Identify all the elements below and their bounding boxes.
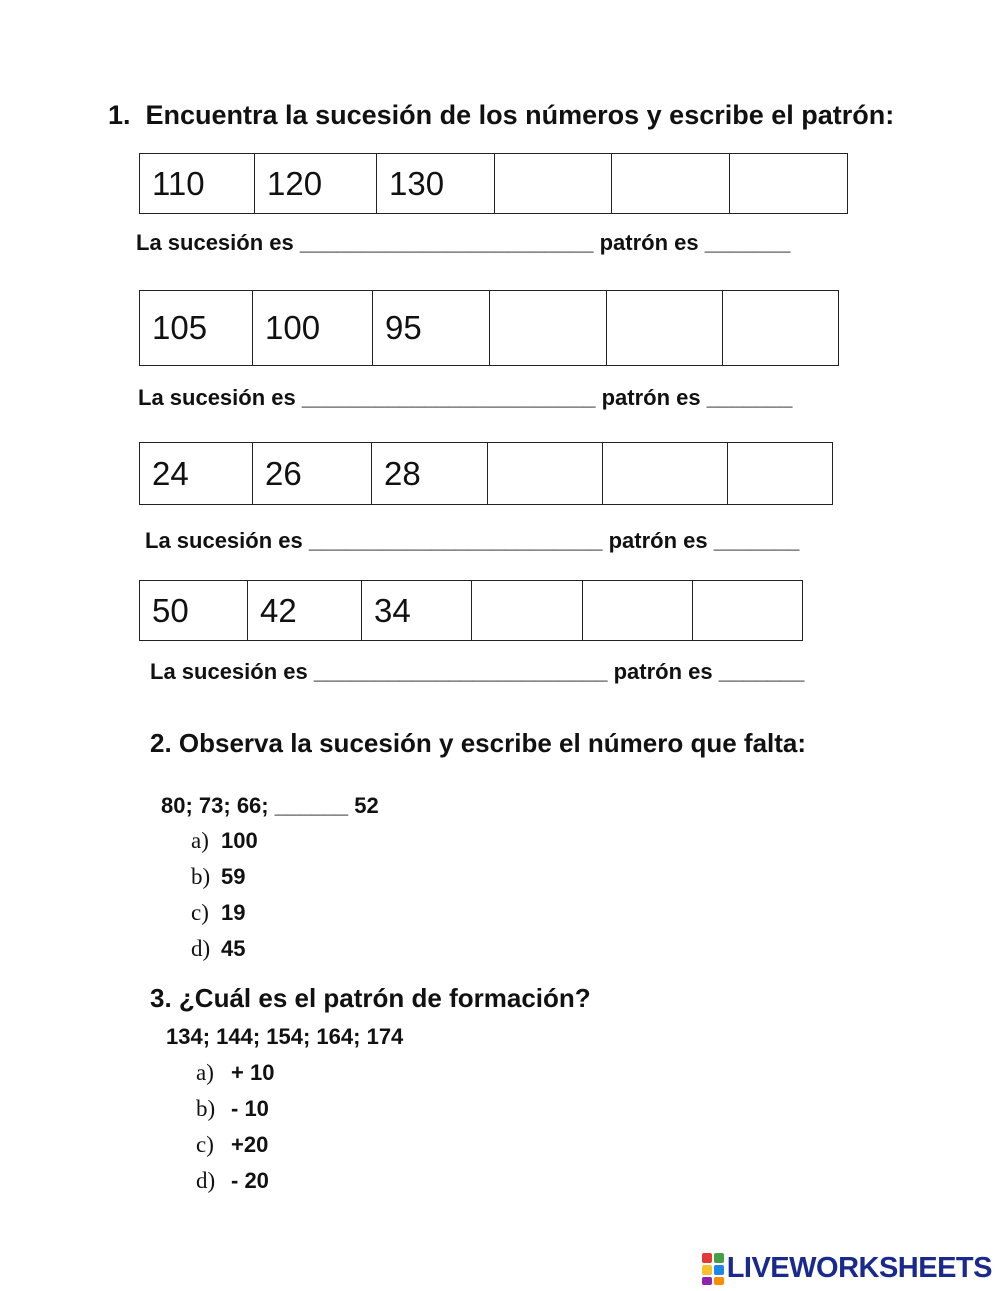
sequence-cell: 50 <box>140 581 248 641</box>
option-value: +20 <box>231 1132 269 1157</box>
sequence-answer-cell[interactable] <box>728 443 833 505</box>
sequence-cell: 26 <box>253 443 372 505</box>
sequence-cell: 95 <box>373 291 490 366</box>
option-letter: c) <box>196 1132 214 1157</box>
logo-block <box>714 1253 724 1263</box>
logo-block <box>714 1277 724 1285</box>
brand-name: LIVEWORKSHEETS <box>726 1252 992 1284</box>
sequence-cell: 42 <box>248 581 362 641</box>
sequence-answer-line-4[interactable]: La sucesión es ________________________ patrón es _______ <box>150 659 805 684</box>
question-3-option-d[interactable] <box>196 1168 269 1194</box>
liveworksheets-icon <box>702 1253 724 1285</box>
sequence-cell: 28 <box>372 443 488 505</box>
question-1-text: Encuentra la sucesión de los números y escribe el patrón: <box>145 100 895 130</box>
question-2-title: 2. Observa la sucesión y escribe el número que falta: <box>150 728 807 758</box>
sequence-answer-cell[interactable] <box>607 291 723 366</box>
sequence-cell: 130 <box>377 154 495 214</box>
sequence-answer-cell[interactable] <box>693 581 803 641</box>
sequence-cell: 24 <box>140 443 253 505</box>
question-2-option-a[interactable] <box>191 828 258 854</box>
option-letter: b) <box>196 1096 216 1121</box>
option-letter: a) <box>196 1060 214 1085</box>
sequence-cell: 34 <box>362 581 472 641</box>
sequence-answer-cell[interactable] <box>603 443 728 505</box>
option-value: - 20 <box>231 1168 269 1193</box>
option-letter: d) <box>191 936 211 961</box>
question-3-title: 3. ¿Cuál es el patrón de formación? <box>150 983 591 1013</box>
sequence-answer-cell[interactable] <box>730 154 848 214</box>
logo-block <box>702 1277 712 1285</box>
question-3-option-b[interactable] <box>196 1096 269 1122</box>
question-1-number: 1. <box>108 100 131 130</box>
option-value: 59 <box>221 864 246 889</box>
sequence-answer-cell[interactable] <box>472 581 583 641</box>
question-2-series[interactable]: 80; 73; 66; ______ 52 <box>161 793 379 818</box>
option-letter: c) <box>191 900 209 925</box>
sequence-cell: 110 <box>140 154 255 214</box>
question-2-option-b[interactable] <box>191 864 245 890</box>
sequence-answer-cell[interactable] <box>612 154 730 214</box>
logo-block <box>702 1253 712 1263</box>
sequence-table-3 <box>139 442 833 505</box>
option-value: + 10 <box>231 1060 275 1085</box>
sequence-answer-cell[interactable] <box>490 291 607 366</box>
question-2-option-c[interactable] <box>191 900 245 926</box>
sequence-answer-line-3[interactable]: La sucesión es ________________________ patrón es _______ <box>145 528 800 553</box>
sequence-table-1 <box>139 153 848 214</box>
option-letter: d) <box>196 1168 216 1193</box>
sequence-cell: 100 <box>253 291 373 366</box>
sequence-table-4 <box>139 580 803 641</box>
option-value: 19 <box>221 900 246 925</box>
question-3-option-c[interactable] <box>196 1132 268 1158</box>
option-value: - 10 <box>231 1096 269 1121</box>
question-2-option-d[interactable] <box>191 936 245 962</box>
logo-block <box>702 1265 712 1275</box>
sequence-answer-cell[interactable] <box>495 154 612 214</box>
sequence-answer-line-1[interactable]: La sucesión es ________________________ patrón es _______ <box>136 230 791 255</box>
sequence-table-2 <box>139 290 839 366</box>
sequence-cell: 105 <box>140 291 253 366</box>
sequence-answer-cell[interactable] <box>488 443 603 505</box>
option-value: 45 <box>221 936 246 961</box>
option-value: 100 <box>221 828 258 853</box>
logo-block <box>714 1265 724 1275</box>
sequence-answer-line-2[interactable]: La sucesión es ________________________ patrón es _______ <box>138 385 793 410</box>
sequence-answer-cell[interactable] <box>583 581 693 641</box>
option-letter: b) <box>191 864 211 889</box>
question-3-option-a[interactable] <box>196 1060 274 1086</box>
liveworksheets-logo[interactable] <box>702 1252 992 1285</box>
question-1-title <box>108 100 894 131</box>
sequence-answer-cell[interactable] <box>723 291 839 366</box>
sequence-cell: 120 <box>255 154 377 214</box>
question-3-series: 134; 144; 154; 164; 174 <box>166 1024 404 1049</box>
option-letter: a) <box>191 828 209 853</box>
